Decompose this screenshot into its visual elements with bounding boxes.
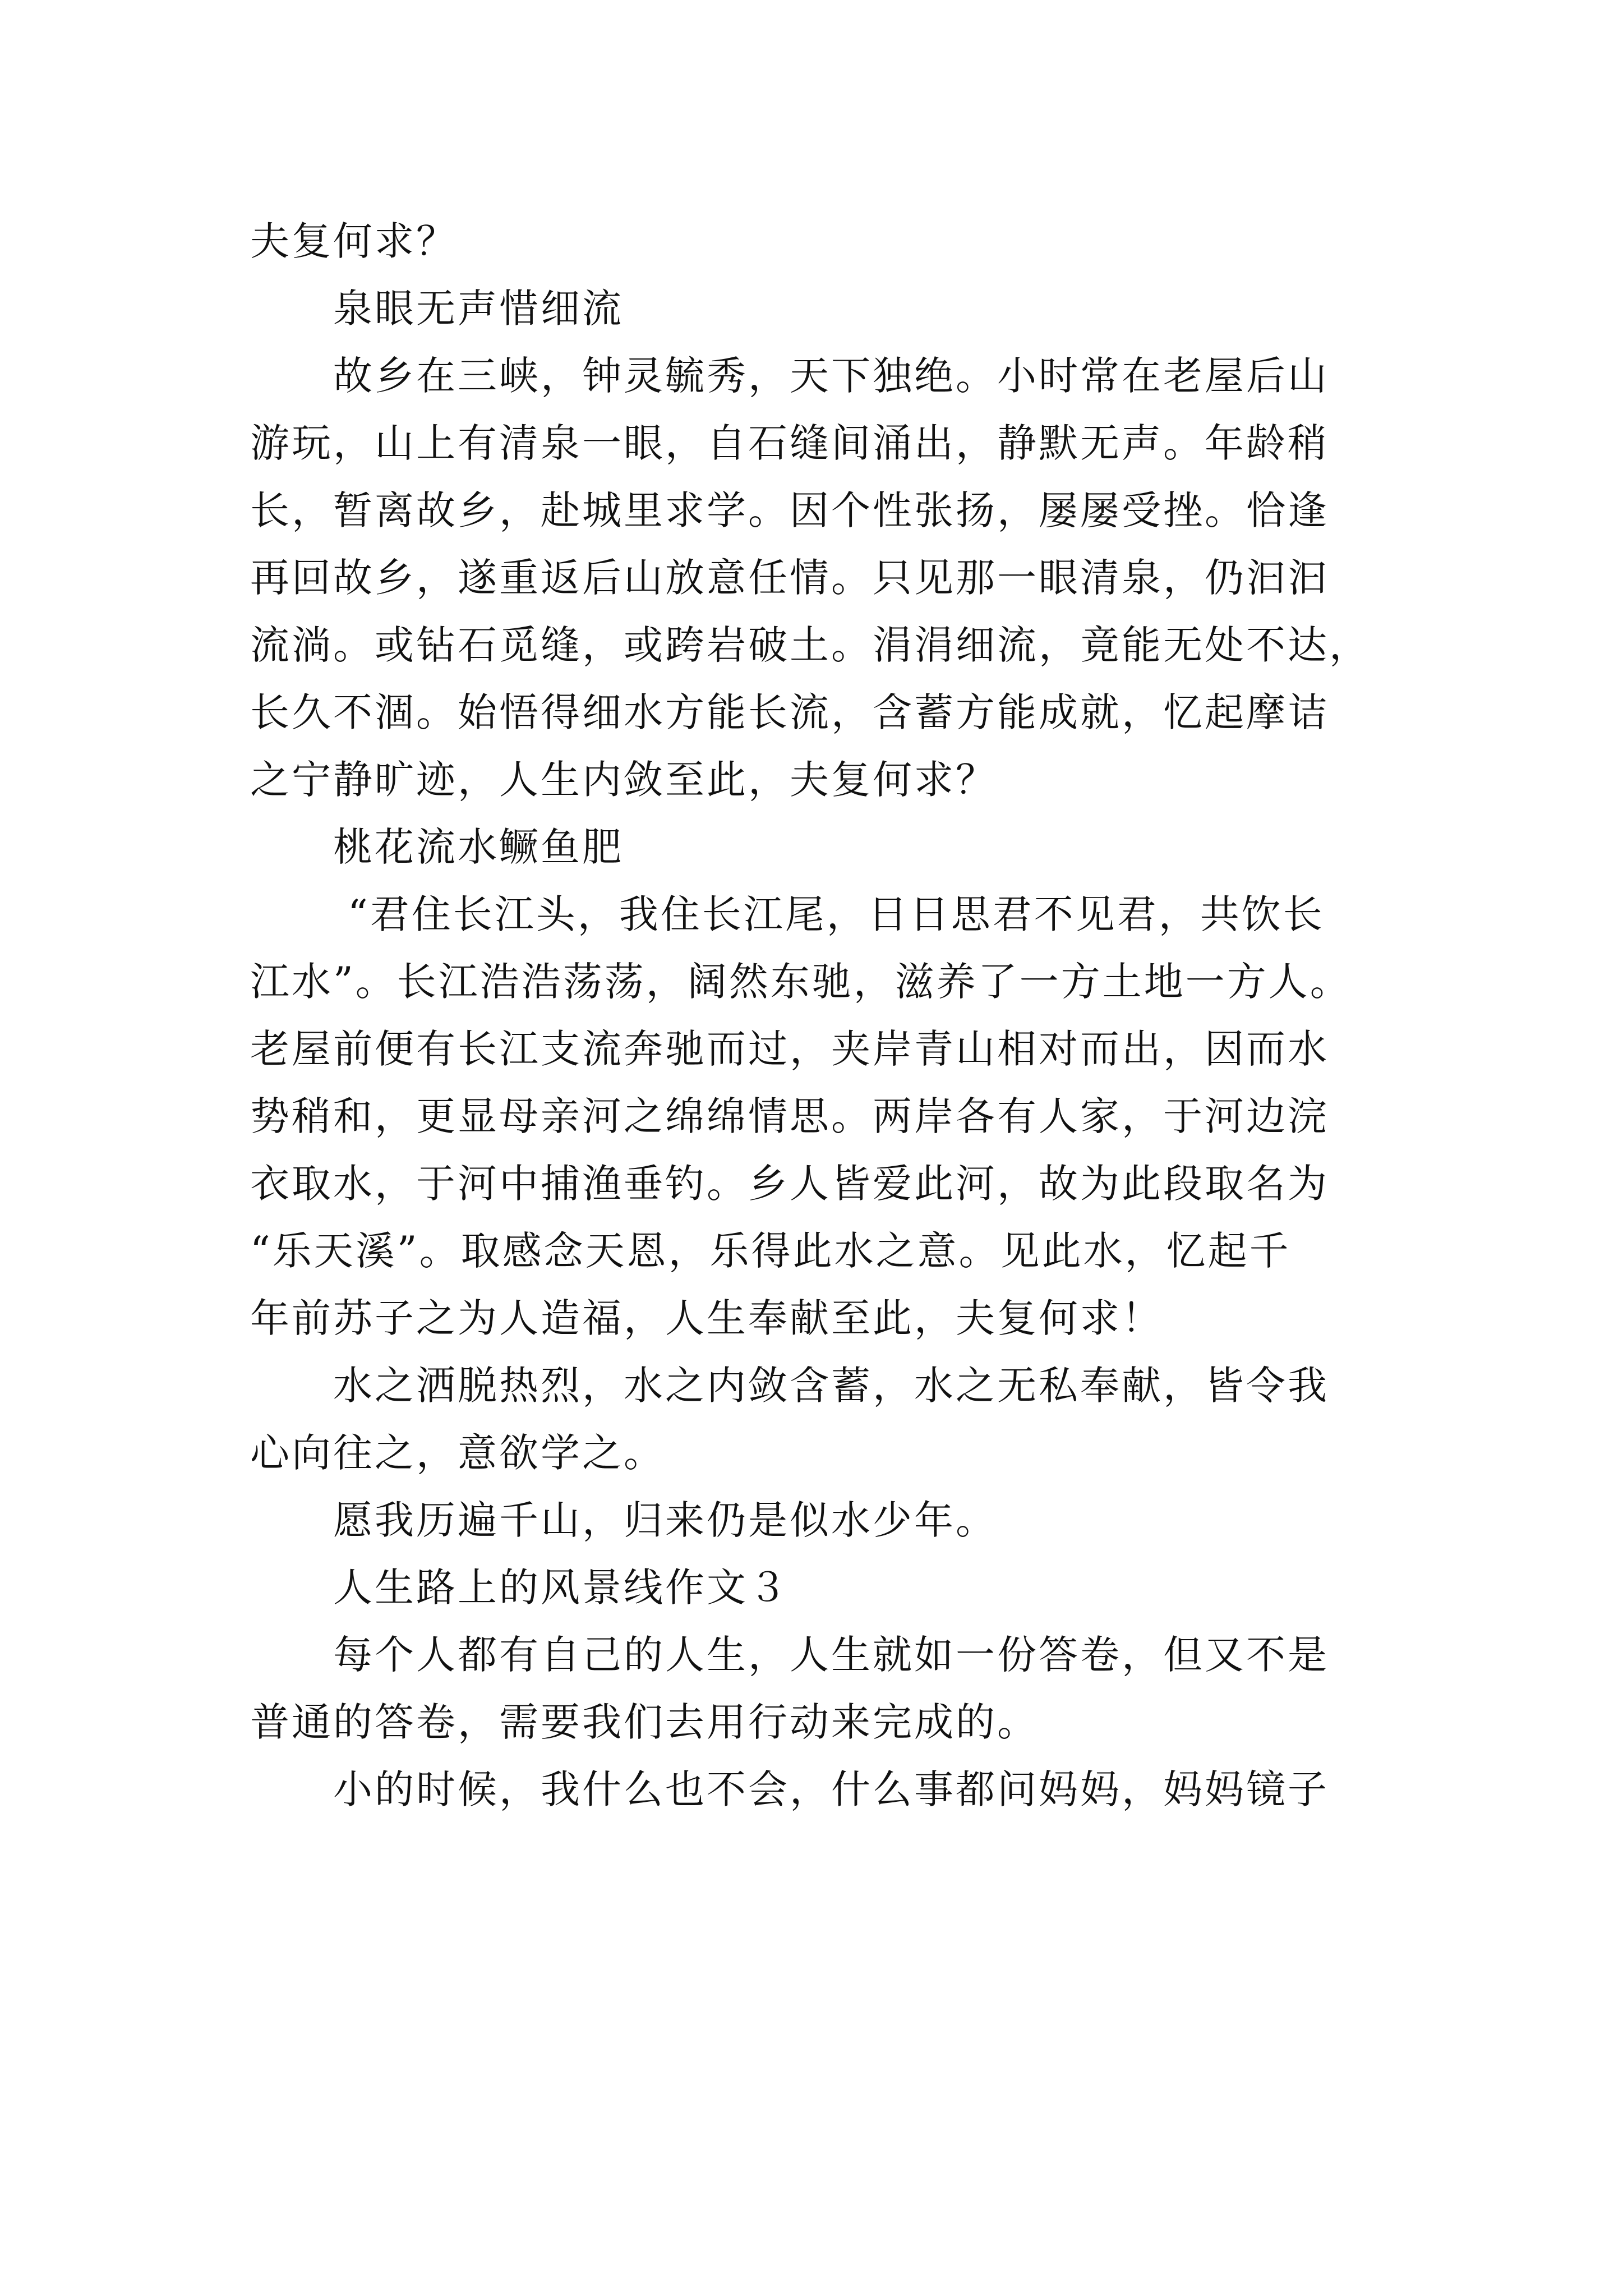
text-line: 之宁静旷迹，人生内敛至此，夫复何求？ [250,757,997,803]
text-line: 长，暂离故乡，赴城里求学。因个性张扬，屡屡受挫。恰逢 [250,487,1329,533]
text-line: 再回故乡，遂重返后山放意任情。只见那一眼清泉，仍汩汩 [250,555,1329,601]
text-line: 年前苏子之为人造福，人生奉献至此，夫复何求！ [250,1295,1163,1341]
text-line: 衣取水，于河中捕渔垂钓。乡人皆爱此河，故为此段取名为 [250,1161,1329,1207]
text-line: 夫复何求？ [250,218,458,264]
text-line: 普通的答卷，需要我们去用行动来完成的。 [250,1699,1039,1745]
text-line: 长久不涸。始悟得细水方能长流，含蓄方能成就，忆起摩诘 [250,689,1329,735]
section-heading: 泉眼无声惜细流 [333,286,624,332]
text-line: 小的时候，我什么也不会，什么事都问妈妈，妈妈镜子 [333,1766,1329,1812]
text-line: 心向往之，意欲学之。 [250,1430,665,1476]
text-line: 老屋前便有长江支流奔驰而过，夹岸青山相对而出，因而水 [250,1026,1329,1072]
text-line: 愿我历遍千山，归来仍是似水少年。 [333,1497,997,1543]
text-line: 势稍和，更显母亲河之绵绵情思。两岸各有人家，于河边浣 [250,1093,1329,1139]
text-line: “乐天溪”。取感念天恩，乐得此水之意。见此水，忆起千 [250,1228,1291,1274]
text-line: 江水”。长江浩浩荡荡，阔然东驰，滋养了一方土地一方人。 [250,959,1352,1005]
section-heading: 桃花流水鳜鱼肥 [333,824,624,870]
text-line: “君住长江头，我住长江尾，日日思君不见君，共饮长 [348,891,1325,937]
text-line: 故乡在三峡，钟灵毓秀，天下独绝。小时常在老屋后山 [333,353,1329,399]
text-line: 每个人都有自己的人生，人生就如一份答卷，但又不是 [333,1632,1329,1678]
essay-title: 人生路上的风景线作文３ [333,1565,790,1611]
text-line: 游玩，山上有清泉一眼，自石缝间涌出，静默无声。年龄稍 [250,420,1329,466]
text-line: 流淌。或钻石觅缝，或跨岩破土。涓涓细流，竟能无处不达， [250,622,1371,668]
text-line: 水之洒脱热烈，水之内敛含蓄，水之无私奉献，皆令我 [333,1363,1329,1409]
